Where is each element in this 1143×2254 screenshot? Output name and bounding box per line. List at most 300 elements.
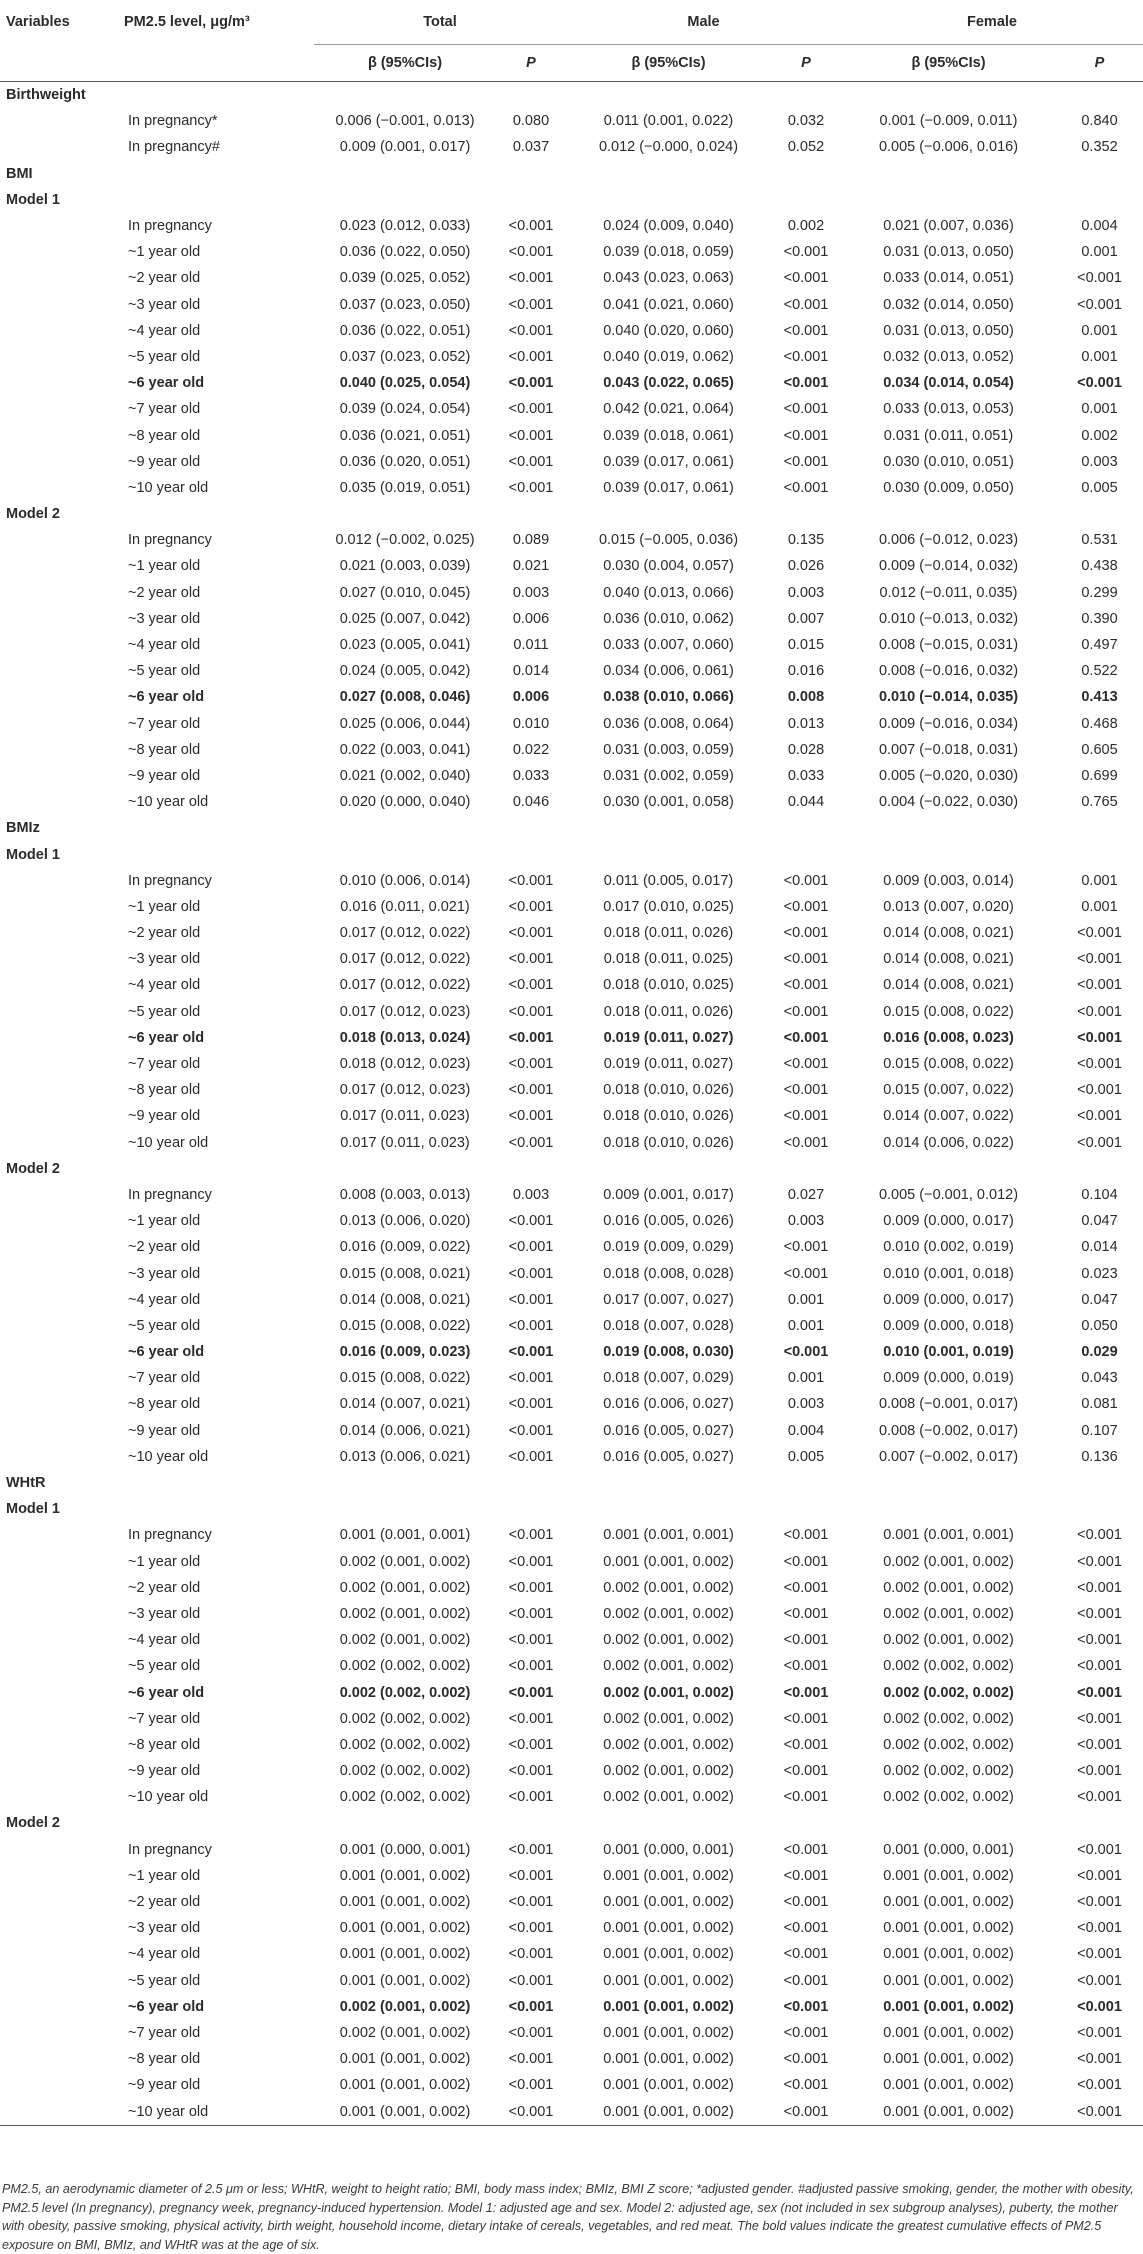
pm-level-cell: ~3 year old (128, 296, 201, 313)
empty-cell (0, 1077, 118, 1103)
total-p-cell: <0.001 (508, 1894, 554, 1911)
female-beta-cell: 0.034 (0.014, 0.054) (883, 375, 1014, 392)
total-beta-cell: 0.016 (0.011, 0.021) (340, 898, 470, 915)
total-p-cell: <0.001 (508, 898, 554, 915)
female-beta-cell: 0.008 (−0.015, 0.031) (878, 637, 1019, 654)
pm-level-cell: ~4 year old (128, 1291, 201, 1308)
male-beta-cell: 0.040 (0.019, 0.062) (603, 348, 734, 365)
female-p-cell: <0.001 (1077, 1605, 1122, 1622)
empty-cell (841, 1470, 1056, 1496)
male-p-cell: 0.003 (787, 584, 825, 601)
male-beta-cell: 0.030 (0.004, 0.057) (603, 558, 734, 575)
female-p-cell: 0.107 (1081, 1422, 1118, 1439)
male-beta-cell: 0.036 (0.010, 0.062) (603, 610, 734, 627)
total-p-cell: <0.001 (508, 1867, 554, 1884)
total-p-cell: <0.001 (508, 1789, 554, 1806)
male-beta-cell: 0.039 (0.018, 0.061) (603, 427, 734, 444)
total-p-cell: 0.033 (512, 767, 550, 784)
total-p-cell: <0.001 (508, 1056, 554, 1073)
male-p-cell: 0.013 (787, 715, 825, 732)
table-row (0, 1077, 1143, 1103)
total-p-cell: 0.037 (512, 139, 550, 156)
male-beta-cell: 0.039 (0.017, 0.061) (603, 453, 734, 470)
pm-level-cell: In pregnancy (128, 1841, 212, 1858)
empty-cell (314, 1470, 496, 1496)
male-beta-cell: 0.001 (0.001, 0.002) (603, 1553, 734, 1570)
male-p-cell: 0.002 (787, 218, 825, 235)
total-beta-cell: 0.010 (0.006, 0.014) (339, 872, 471, 889)
pm-level-cell: ~10 year old (118, 2098, 314, 2125)
table-row (0, 2072, 1143, 2098)
total-beta-cell: 0.017 (0.012, 0.022) (339, 951, 471, 968)
total-beta-cell: 0.002 (0.001, 0.002) (339, 1605, 471, 1622)
empty-cell (0, 1837, 118, 1863)
pm-level-cell: In pregnancy* (128, 113, 218, 130)
female-beta-cell: 0.002 (0.001, 0.002) (883, 1553, 1014, 1570)
male-beta-cell: 0.018 (0.011, 0.026) (603, 1003, 734, 1020)
table-row (0, 292, 1143, 318)
female-p-cell: <0.001 (1077, 1658, 1122, 1675)
male-p-cell: <0.001 (783, 977, 829, 994)
female-p-cell: <0.001 (1077, 1920, 1122, 1937)
empty-cell (0, 527, 118, 553)
male-p-cell: <0.001 (783, 1553, 829, 1570)
male-p-cell: <0.001 (783, 1972, 829, 1989)
female-p-cell: 0.001 (1081, 322, 1118, 339)
male-p-cell: <0.001 (783, 1841, 829, 1858)
female-p-cell: 0.003 (1081, 453, 1118, 470)
female-beta-cell: 0.021 (0.007, 0.036) (883, 218, 1014, 235)
male-p-cell: <0.001 (783, 1527, 829, 1544)
male-p-cell: <0.001 (783, 1579, 829, 1596)
female-beta-cell: 0.002 (0.002, 0.002) (883, 1710, 1014, 1727)
header-female: Female (841, 0, 1143, 45)
female-beta-cell: 0.010 (0.001, 0.019) (883, 1344, 1014, 1361)
total-beta-cell: 0.009 (0.001, 0.017) (339, 139, 471, 156)
pm-level-cell: ~5 year old (128, 1658, 201, 1675)
total-p-cell: 0.021 (512, 558, 550, 575)
male-beta-cell: 0.041 (0.021, 0.060) (603, 296, 734, 313)
pm-level-cell: ~9 year old (128, 1108, 201, 1125)
table-row (0, 396, 1143, 422)
pm-level-cell: ~3 year old (128, 1265, 201, 1282)
pm-level-cell: ~6 year old (128, 1344, 205, 1361)
empty-cell (496, 1470, 566, 1496)
total-beta-cell: 0.002 (0.002, 0.002) (339, 1658, 471, 1675)
total-p-cell: <0.001 (508, 1134, 554, 1151)
empty-cell (1056, 501, 1143, 527)
male-p-cell: <0.001 (783, 270, 829, 287)
male-beta-cell: 0.002 (0.001, 0.002) (603, 1632, 734, 1649)
total-beta-cell: 0.001 (0.001, 0.002) (339, 1972, 471, 1989)
male-p-cell: 0.027 (787, 1186, 825, 1203)
total-beta-cell: 0.018 (0.012, 0.023) (339, 1056, 471, 1073)
total-beta-cell: 0.001 (0.001, 0.001) (339, 1527, 471, 1544)
male-beta-cell: 0.034 (0.006, 0.061) (603, 663, 734, 680)
table-row (0, 475, 1143, 501)
male-p-cell: 0.004 (787, 1422, 825, 1439)
section-row (0, 82, 1143, 109)
section-row (0, 1156, 1143, 1182)
male-beta-cell: 0.018 (0.010, 0.026) (603, 1082, 734, 1099)
total-beta-cell: 0.037 (0.023, 0.052) (339, 348, 471, 365)
pm-level-cell: ~10 year old (128, 479, 209, 496)
empty-cell (0, 1732, 118, 1758)
table-row (0, 1339, 1143, 1365)
empty-cell (566, 501, 771, 527)
empty-cell (0, 370, 118, 396)
pm-level-cell: ~3 year old (128, 951, 201, 968)
female-beta-cell: 0.009 (−0.014, 0.032) (878, 558, 1019, 575)
table-footnote: PM2.5, an aerodynamic diameter of 2.5 μm or less; WHtR, weight to height ratio; BMI, body mass index; BMIz, BMI Z score; *adjusted gender. #adjusted passive smoking, gender, the mother with obesity, PM2.5 level (In pregnancy), pregnancy week, pregnancy-induced hypertension. Model 1: adjusted age and sex. Model 2: adjusted age, sex (not included in sex subgroup analyses), puberty, the mother with obesity, passive smoking, physical activity, birth weight, household income, dietary intake of cereals, vegetables, and red meat. The bold values indicate the greatest cumulative effects of PM2.5 exposure on BMI, BMIz, and WHtR was at the age of six. (2, 2182, 1134, 2252)
female-beta-cell: 0.001 (0.001, 0.002) (883, 1894, 1014, 1911)
male-beta-cell: 0.016 (0.005, 0.026) (603, 1213, 734, 1230)
empty-cell (841, 1156, 1056, 1182)
male-p-cell: 0.026 (787, 558, 825, 575)
male-beta-cell: 0.033 (0.007, 0.060) (603, 637, 734, 654)
female-p-cell: <0.001 (1077, 1972, 1122, 1989)
total-p-cell: <0.001 (508, 872, 554, 889)
male-beta-cell: 0.001 (0.001, 0.002) (603, 1894, 734, 1911)
female-beta-cell: 0.001 (0.001, 0.002) (883, 1998, 1014, 2015)
male-p-cell: <0.001 (783, 1029, 829, 1046)
total-p-cell: <0.001 (508, 977, 554, 994)
female-beta-cell: 0.002 (0.002, 0.002) (883, 1763, 1014, 1780)
total-beta-cell: 0.015 (0.008, 0.022) (339, 1317, 471, 1334)
empty-cell (0, 1365, 118, 1391)
total-beta-cell: 0.001 (0.001, 0.002) (339, 1894, 471, 1911)
empty-cell (0, 1260, 118, 1286)
table-row (0, 1889, 1143, 1915)
total-beta-cell: 0.001 (0.001, 0.002) (339, 1946, 471, 1963)
table-row (0, 946, 1143, 972)
table-body (0, 82, 1143, 2126)
table-row (0, 527, 1143, 553)
female-p-cell: 0.299 (1081, 584, 1118, 601)
empty-cell (314, 82, 496, 109)
empty-cell (0, 711, 118, 737)
section-row (0, 187, 1143, 213)
pm-level-cell: ~7 year old (128, 1710, 201, 1727)
empty-cell (314, 1496, 496, 1522)
total-beta-cell: 0.001 (0.001, 0.002) (339, 1920, 471, 1937)
empty-cell (496, 187, 566, 213)
section-row (0, 841, 1143, 867)
total-p-cell: <0.001 (508, 1396, 554, 1413)
empty-cell (0, 920, 118, 946)
male-beta-cell: 0.002 (0.001, 0.002) (603, 1710, 734, 1727)
total-p-cell: <0.001 (508, 1920, 554, 1937)
empty-cell (0, 894, 118, 920)
pm-level-cell: ~5 year old (128, 663, 201, 680)
female-p-cell: <0.001 (1077, 1632, 1122, 1649)
female-beta-cell: 0.031 (0.011, 0.051) (883, 427, 1014, 444)
total-p-cell: <0.001 (508, 1527, 554, 1544)
female-p-cell: 0.050 (1081, 1317, 1118, 1334)
empty-cell (0, 1863, 118, 1889)
male-p-cell: <0.001 (783, 1920, 829, 1937)
female-beta-cell: 0.002 (0.002, 0.002) (883, 1658, 1014, 1675)
table-row (0, 1627, 1143, 1653)
female-p-cell: <0.001 (1077, 2077, 1122, 2094)
male-p-cell: <0.001 (783, 1632, 829, 1649)
header-blank (0, 45, 118, 82)
empty-cell (0, 1234, 118, 1260)
header-beta-total: β (95%CIs) (314, 45, 496, 82)
female-beta-cell: 0.008 (−0.001, 0.017) (878, 1396, 1019, 1413)
empty-cell (0, 1313, 118, 1339)
female-beta-cell: 0.005 (−0.001, 0.012) (878, 1186, 1019, 1203)
pm-level-cell: ~9 year old (128, 1763, 201, 1780)
female-beta-cell: 0.001 (0.000, 0.001) (883, 1841, 1014, 1858)
table-row (0, 1313, 1143, 1339)
total-beta-cell: 0.027 (0.008, 0.046) (339, 689, 471, 706)
pm-level-cell: ~1 year old (128, 1867, 201, 1884)
female-p-cell: <0.001 (1077, 2051, 1122, 2068)
male-beta-cell: 0.001 (0.001, 0.002) (566, 2098, 771, 2125)
female-p-cell: <0.001 (1077, 1579, 1122, 1596)
total-p-cell: <0.001 (508, 296, 554, 313)
pm-level-cell: ~2 year old (128, 270, 201, 287)
pm-level-cell: ~5 year old (128, 1003, 201, 1020)
table-row (0, 318, 1143, 344)
header-p-total: P (496, 45, 566, 82)
male-p-cell: <0.001 (783, 2051, 829, 2068)
female-beta-cell: 0.014 (0.008, 0.021) (883, 977, 1014, 994)
male-beta-cell: 0.002 (0.001, 0.002) (603, 1579, 734, 1596)
empty-cell (496, 841, 566, 867)
empty-cell (841, 501, 1056, 527)
pm-level-cell: ~5 year old (128, 1317, 201, 1334)
male-beta-cell: 0.018 (0.010, 0.026) (603, 1108, 734, 1125)
total-beta-cell: 0.001 (0.001, 0.002) (314, 2098, 496, 2125)
total-beta-cell: 0.017 (0.012, 0.023) (339, 1003, 471, 1020)
male-p-cell: <0.001 (783, 1265, 829, 1282)
pm-level-cell: ~4 year old (128, 637, 201, 654)
total-beta-cell: 0.037 (0.023, 0.050) (339, 296, 471, 313)
female-p-cell: <0.001 (1077, 1684, 1122, 1701)
female-p-cell: <0.001 (1077, 1056, 1122, 1073)
female-p-cell: <0.001 (1077, 2024, 1122, 2041)
table-row (0, 1130, 1143, 1156)
male-p-cell: <0.001 (783, 1239, 829, 1256)
male-beta-cell: 0.018 (0.007, 0.028) (603, 1317, 734, 1334)
total-p-cell: <0.001 (508, 244, 554, 261)
male-beta-cell: 0.001 (0.001, 0.002) (603, 2077, 734, 2094)
total-p-cell: <0.001 (508, 1736, 554, 1753)
total-beta-cell: 0.002 (0.002, 0.002) (339, 1763, 471, 1780)
female-p-cell: 0.438 (1081, 558, 1118, 575)
female-beta-cell: 0.014 (0.007, 0.022) (883, 1108, 1014, 1125)
empty-cell (314, 161, 496, 187)
empty-cell (566, 1156, 771, 1182)
female-p-cell: 0.005 (1081, 479, 1118, 496)
empty-cell (0, 972, 118, 998)
total-beta-cell: 0.002 (0.002, 0.002) (339, 1684, 471, 1701)
total-p-cell: <0.001 (508, 1265, 554, 1282)
total-p-cell: <0.001 (508, 1422, 554, 1439)
male-beta-cell: 0.019 (0.011, 0.027) (603, 1056, 734, 1073)
male-p-cell: <0.001 (783, 951, 829, 968)
female-beta-cell: 0.004 (−0.022, 0.030) (878, 794, 1019, 811)
male-p-cell: <0.001 (783, 925, 829, 942)
total-beta-cell: 0.036 (0.021, 0.051) (339, 427, 471, 444)
female-beta-cell: 0.001 (0.001, 0.002) (883, 2024, 1014, 2041)
table-row (0, 632, 1143, 658)
empty-cell (0, 1182, 118, 1208)
female-p-cell: <0.001 (1056, 2098, 1143, 2125)
table-row (0, 1391, 1143, 1417)
pm-level-cell: ~7 year old (128, 715, 201, 732)
male-p-cell: <0.001 (771, 2098, 841, 2125)
male-p-cell: 0.016 (787, 663, 825, 680)
pm-level-cell: ~8 year old (128, 741, 201, 758)
female-beta-cell: 0.001 (0.001, 0.002) (883, 1972, 1014, 1989)
male-p-cell: <0.001 (783, 1789, 829, 1806)
total-beta-cell: 0.002 (0.002, 0.002) (339, 1710, 471, 1727)
empty-cell (0, 580, 118, 606)
empty-cell (0, 265, 118, 291)
male-p-cell: 0.032 (787, 113, 825, 130)
female-p-cell: <0.001 (1077, 1867, 1122, 1884)
female-beta-cell: 0.033 (0.014, 0.051) (883, 270, 1014, 287)
table-row (0, 1679, 1143, 1705)
female-beta-cell: 0.031 (0.013, 0.050) (883, 244, 1014, 261)
total-p-cell: <0.001 (508, 1213, 554, 1230)
pm-level-cell: ~8 year old (128, 1736, 201, 1753)
empty-cell (0, 1339, 118, 1365)
female-beta-cell: 0.002 (0.002, 0.002) (883, 1736, 1014, 1753)
section-label: Model 1 (6, 191, 60, 208)
total-beta-cell: 0.001 (0.001, 0.002) (339, 2077, 471, 2094)
male-p-cell: <0.001 (783, 1658, 829, 1675)
pm-level-cell: ~7 year old (128, 1056, 201, 1073)
empty-cell (841, 82, 1056, 109)
empty-cell (0, 1889, 118, 1915)
female-p-cell: <0.001 (1077, 1082, 1122, 1099)
empty-cell (0, 1758, 118, 1784)
empty-cell (496, 1156, 566, 1182)
header-p-male: P (771, 45, 841, 82)
total-beta-cell: 0.002 (0.001, 0.002) (339, 2024, 471, 2041)
empty-cell (0, 606, 118, 632)
total-beta-cell: 0.002 (0.002, 0.002) (339, 1736, 471, 1753)
total-p-cell: <0.001 (508, 1946, 554, 1963)
female-p-cell: 0.047 (1081, 1291, 1118, 1308)
empty-cell (314, 1156, 496, 1182)
female-p-cell: <0.001 (1077, 1003, 1122, 1020)
total-p-cell: <0.001 (508, 1972, 554, 1989)
empty-cell (0, 999, 118, 1025)
empty-cell (566, 187, 771, 213)
empty-cell (314, 501, 496, 527)
empty-cell (1056, 1156, 1143, 1182)
total-p-cell: <0.001 (508, 1003, 554, 1020)
total-p-cell: <0.001 (508, 1579, 554, 1596)
pm-level-cell: In pregnancy# (128, 139, 220, 156)
total-p-cell: <0.001 (508, 479, 554, 496)
empty-cell (566, 1496, 771, 1522)
male-p-cell: <0.001 (783, 2077, 829, 2094)
female-beta-cell: 0.015 (0.007, 0.022) (883, 1082, 1014, 1099)
female-p-cell: 0.531 (1081, 532, 1118, 549)
total-p-cell: <0.001 (508, 270, 554, 287)
female-p-cell: <0.001 (1077, 1710, 1122, 1727)
female-beta-cell: 0.001 (0.001, 0.002) (883, 1867, 1014, 1884)
table-row (0, 239, 1143, 265)
male-p-cell: <0.001 (783, 1056, 829, 1073)
female-beta-cell: 0.014 (0.008, 0.021) (883, 951, 1014, 968)
female-beta-cell: 0.008 (−0.002, 0.017) (878, 1422, 1019, 1439)
female-p-cell: <0.001 (1077, 951, 1122, 968)
female-p-cell: 0.699 (1081, 767, 1118, 784)
male-beta-cell: 0.043 (0.023, 0.063) (603, 270, 734, 287)
empty-cell (118, 1496, 314, 1522)
female-beta-cell: 0.014 (0.006, 0.022) (883, 1134, 1014, 1151)
male-beta-cell: 0.001 (0.001, 0.002) (603, 1920, 734, 1937)
male-beta-cell: 0.018 (0.011, 0.025) (603, 951, 734, 968)
male-p-cell: <0.001 (783, 898, 829, 915)
female-beta-cell: 0.010 (−0.014, 0.035) (878, 689, 1019, 706)
male-p-cell: <0.001 (783, 1134, 829, 1151)
male-beta-cell: 0.001 (0.001, 0.002) (603, 2051, 734, 2068)
female-p-cell: <0.001 (1077, 1108, 1122, 1125)
empty-cell (118, 82, 314, 109)
pm-level-cell: ~9 year old (128, 2077, 201, 2094)
empty-cell (0, 344, 118, 370)
empty-cell (0, 2098, 118, 2125)
empty-cell (841, 841, 1056, 867)
total-p-cell: <0.001 (508, 2024, 554, 2041)
empty-cell (0, 2072, 118, 2098)
male-beta-cell: 0.039 (0.018, 0.059) (603, 244, 734, 261)
female-beta-cell: 0.015 (0.008, 0.022) (883, 1003, 1014, 1020)
table-row (0, 1784, 1143, 1810)
female-beta-cell: 0.030 (0.009, 0.050) (883, 479, 1014, 496)
empty-cell (771, 82, 841, 109)
pm-level-cell: In pregnancy (128, 218, 212, 235)
table-row (0, 920, 1143, 946)
empty-cell (0, 1549, 118, 1575)
male-p-cell: 0.052 (787, 139, 825, 156)
pm-level-cell: In pregnancy (128, 1527, 212, 1544)
empty-cell (496, 161, 566, 187)
pm-level-cell: ~8 year old (128, 1082, 201, 1099)
male-beta-cell: 0.001 (0.001, 0.002) (603, 1998, 734, 2015)
total-p-cell: <0.001 (508, 1291, 554, 1308)
male-p-cell: <0.001 (783, 1998, 829, 2015)
male-beta-cell: 0.002 (0.001, 0.002) (603, 1736, 734, 1753)
pm-level-cell: ~2 year old (128, 1579, 201, 1596)
empty-cell (1056, 1496, 1143, 1522)
total-beta-cell: 0.023 (0.012, 0.033) (339, 218, 471, 235)
total-p-cell: <0.001 (508, 375, 554, 392)
total-beta-cell: 0.017 (0.012, 0.023) (339, 1082, 471, 1099)
male-p-cell: 0.003 (787, 1213, 825, 1230)
total-beta-cell: 0.039 (0.025, 0.052) (339, 270, 471, 287)
female-p-cell: 0.413 (1081, 689, 1118, 706)
empty-cell (0, 2046, 118, 2072)
empty-cell (0, 1994, 118, 2020)
total-beta-cell: 0.039 (0.024, 0.054) (339, 401, 471, 418)
table-row (0, 1758, 1143, 1784)
empty-cell (0, 449, 118, 475)
empty-cell (566, 82, 771, 109)
male-p-cell: <0.001 (783, 1867, 829, 1884)
male-p-cell: <0.001 (783, 1082, 829, 1099)
male-p-cell: <0.001 (783, 1605, 829, 1622)
empty-cell (1056, 161, 1143, 187)
